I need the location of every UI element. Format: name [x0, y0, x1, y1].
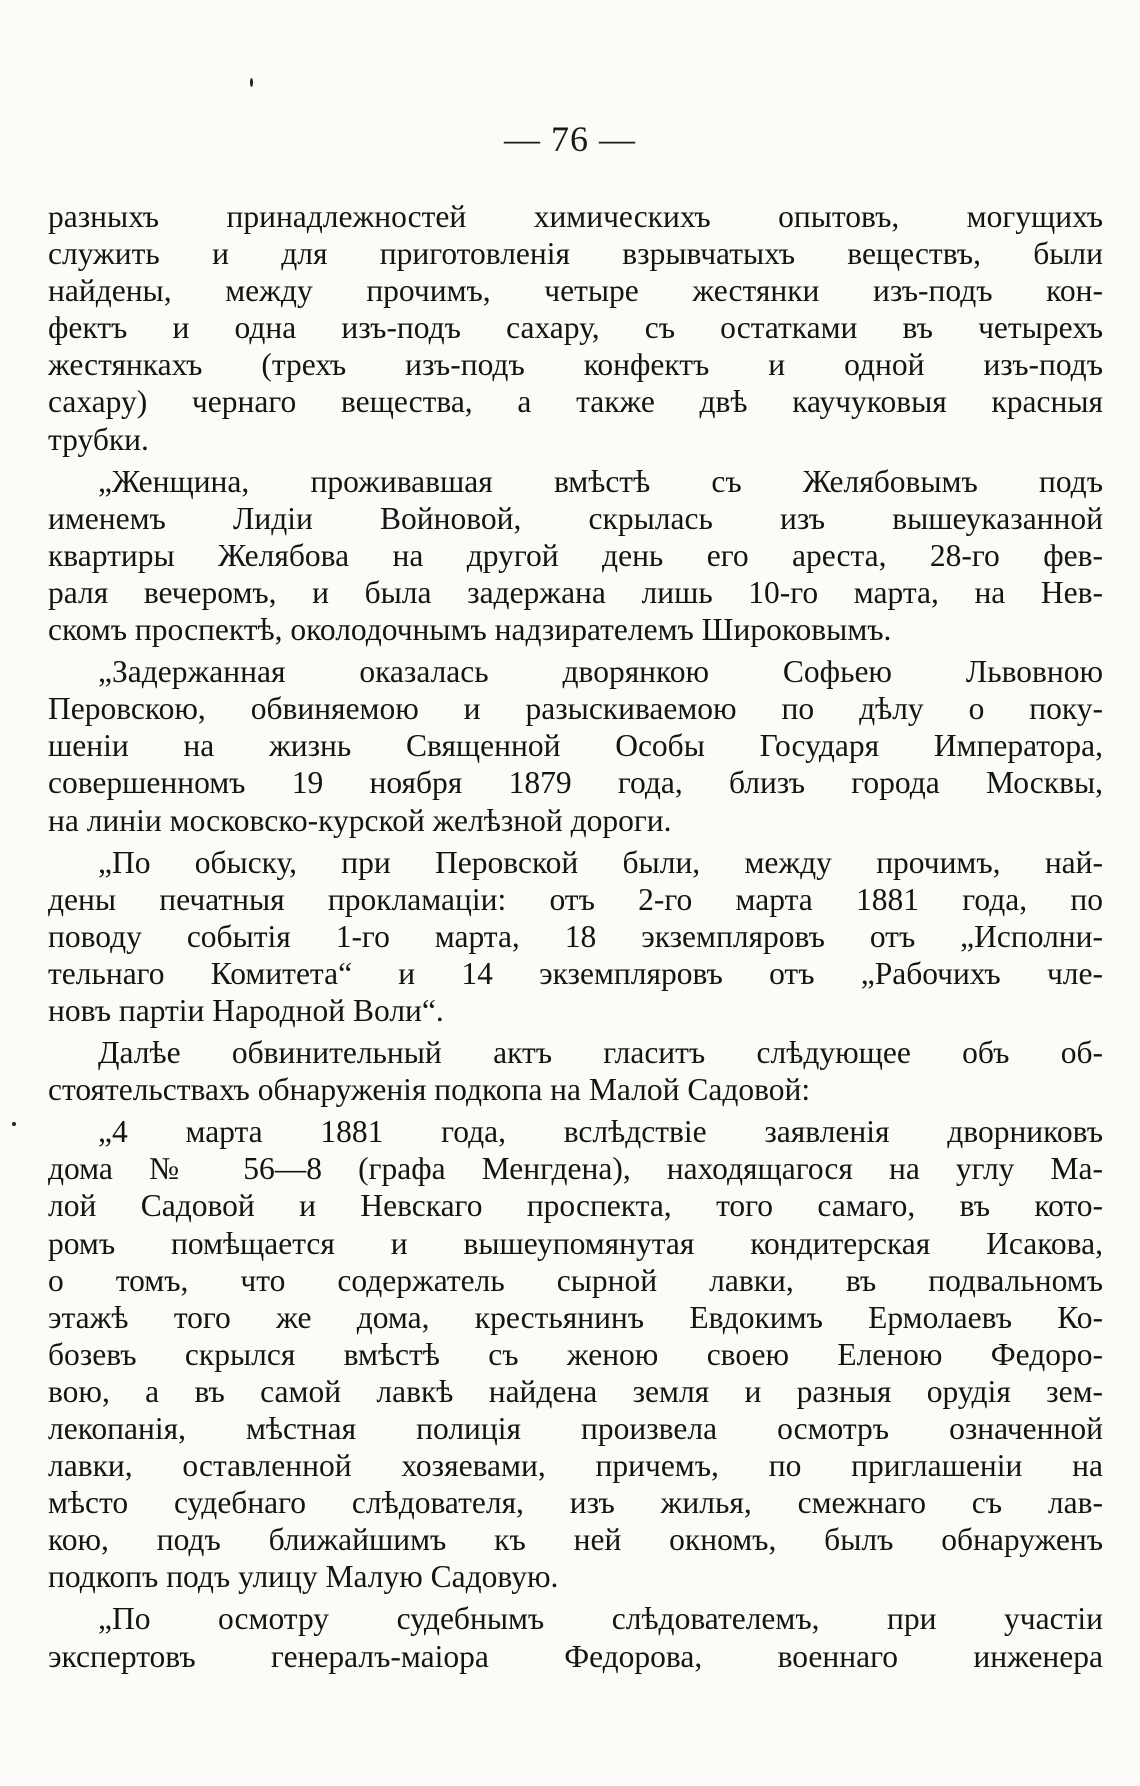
text-line: бозевъ скрылся вмѣстѣ съ женою своею Еленою Федоро- — [48, 1336, 1103, 1372]
text-line: найдены, между прочимъ, четыре жестянки изъ-подъ кон- — [48, 273, 1103, 309]
text-line: лекопанія, мѣстная полиція произвела осмотръ означенной — [48, 1411, 1103, 1446]
text-line: этажѣ того же дома, крестьянинъ Евдокимъ Ермолаевъ Ко- — [48, 1299, 1103, 1335]
paragraph — [48, 1034, 1103, 1108]
paragraph — [48, 1600, 1103, 1674]
text-line: поводу событія 1-го марта, 18 экземпляровъ отъ „Исполни- — [48, 918, 1103, 954]
text-line: ромъ помѣщается и вышеупомянутая кондитерская Исакова, — [48, 1225, 1103, 1261]
print-speck — [12, 1122, 16, 1126]
paragraph — [48, 653, 1103, 838]
text-line: о томъ, что содержатель сырной лавки, въ подвальномъ — [48, 1262, 1103, 1298]
page-number: — 76 — — [504, 119, 636, 159]
text-line: лавки, оставленной хозяевами, причемъ, по приглашеніи на — [48, 1448, 1103, 1484]
text-line: дены печатныя прокламаціи: отъ 2-го марта 1881 года, по — [48, 881, 1103, 917]
text-line: фектъ и одна изъ-подъ сахару, съ остатками въ четырехъ — [48, 310, 1103, 346]
text-line: на линіи московско-курской желѣзной дороги. — [48, 802, 672, 838]
text-line: Перовскою, обвиняемою и разыскиваемою по дѣлу о поку- — [48, 691, 1103, 727]
paragraph — [48, 463, 1103, 648]
paragraph — [48, 198, 1103, 458]
body-text — [48, 198, 1103, 1680]
text-line: новъ партіи Народной Воли“. — [48, 992, 444, 1028]
text-line: вою, а въ самой лавкѣ найдена земля и разныя орудія зем- — [48, 1373, 1103, 1409]
text-line: экспертовъ генералъ-маіора Федорова, военнаго инженера — [48, 1638, 1103, 1674]
text-line: скомъ проспектѣ, околодочнымъ надзирателемъ Широковымъ. — [48, 612, 892, 648]
text-line: трубки. — [48, 421, 149, 457]
text-line: Далѣе обвинительный актъ гласитъ слѣдующее объ об- — [98, 1035, 1103, 1071]
text-line: лой Садовой и Невскаго проспекта, того самаго, въ кото- — [48, 1188, 1103, 1224]
paragraph — [48, 1113, 1103, 1595]
text-line: „Женщина, проживавшая вмѣстѣ съ Желябовымъ подъ — [98, 463, 1103, 499]
text-line: сахару) чернаго вещества, а также двѣ каучуковыя красныя — [48, 384, 1103, 420]
text-line: „4 марта 1881 года, вслѣдствіе заявленія дворниковъ — [98, 1114, 1103, 1150]
text-line: „По осмотру судебнымъ слѣдователемъ, при участіи — [98, 1601, 1103, 1637]
text-line: совершенномъ 19 ноября 1879 года, близъ города Москвы, — [48, 765, 1103, 801]
text-line: разныхъ принадлежностей химическихъ опытовъ, могущихъ — [48, 199, 1103, 234]
print-speck — [250, 78, 253, 87]
text-line: „По обыску, при Перовской были, между прочимъ, най- — [98, 844, 1103, 880]
paragraph — [48, 844, 1103, 1029]
text-line: шеніи на жизнь Священной Особы Государя Императора, — [48, 728, 1103, 764]
text-line: тельнаго Комитета“ и 14 экземпляровъ отъ „Рабочихъ чле- — [48, 955, 1103, 991]
text-line: квартиры Желябова на другой день его ареста, 28-го фев- — [48, 537, 1103, 573]
text-line: мѣсто судебнаго слѣдователя, изъ жилья, смежнаго съ лав- — [48, 1485, 1103, 1521]
text-line: подкопъ подъ улицу Малую Садовую. — [48, 1559, 559, 1595]
text-line: именемъ Лидіи Войновой, скрылась изъ вышеуказанной — [48, 500, 1103, 536]
text-line: кою, подъ ближайшимъ къ ней окномъ, былъ обнаруженъ — [48, 1522, 1103, 1558]
text-line: служить и для приготовленія взрывчатыхъ веществъ, были — [48, 236, 1103, 272]
text-line: дома № 56—8 (графа Менгдена), находящагося на углу Ма- — [48, 1151, 1103, 1187]
text-line: жестянкахъ (трехъ изъ-подъ конфектъ и одной изъ-подъ — [48, 347, 1103, 383]
text-line: стоятельствахъ обнаруженія подкопа на Малой Садовой: — [48, 1072, 811, 1108]
text-line: „Задержанная оказалась дворянкою Софьею Львовною — [98, 654, 1103, 690]
text-line: раля вечеромъ, и была задержана лишь 10-го марта, на Нев- — [48, 574, 1103, 610]
